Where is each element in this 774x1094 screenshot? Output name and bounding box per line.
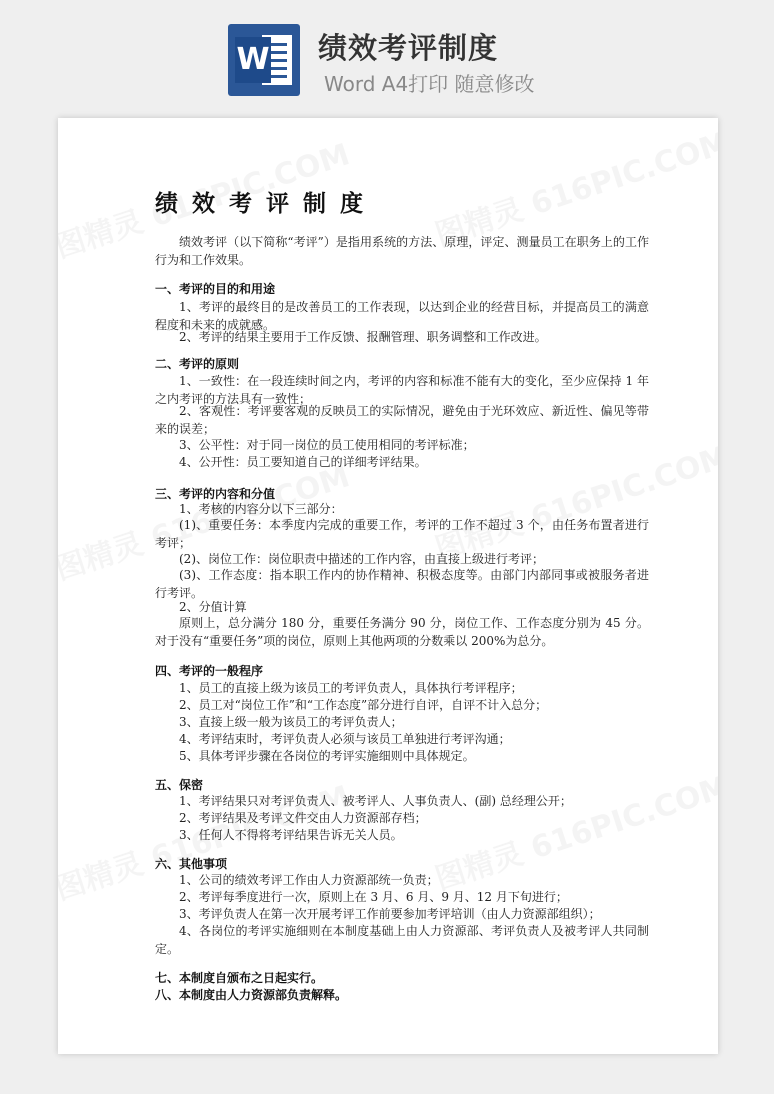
section-4-item-5: 5、具体考评步骤在各岗位的考评实施细则中具体规定。 xyxy=(179,749,475,763)
section-2-item-2: 2、客观性：考评要客观的反映员工的实际情况，避免由于光环效应、新近性、偏见等带来的误差； xyxy=(155,404,649,436)
document-title: 绩效考评制度 xyxy=(155,191,377,217)
section-1-item-1: 1、考评的最终目的是改善员工的工作表现，以达到企业的经营目标，并提高员工的满意程度和未来的成就感。 xyxy=(155,300,649,332)
section-6-heading: 六、其他事项 xyxy=(155,857,228,871)
section-6-item-1: 1、公司的绩效考评工作由人力资源部统一负责； xyxy=(179,873,439,887)
section-4-heading: 四、考评的一般程序 xyxy=(155,664,264,678)
section-5-heading: 五、保密 xyxy=(155,778,204,792)
section-1-item-2: 2、考评的结果主要用于工作反馈、报酬管理、职务调整和工作改进。 xyxy=(179,330,547,344)
section-5-item-2: 2、考评结果及考评文件交由人力资源部存档； xyxy=(179,811,427,825)
section-6-item-2: 2、考评每季度进行一次，原则上在 3 月、6 月、9 月、12 月下旬进行； xyxy=(179,890,568,904)
section-2-heading: 二、考评的原则 xyxy=(155,357,240,371)
section-4-item-3: 3、直接上级一般为该员工的考评负责人； xyxy=(179,715,403,729)
section-3-item-6: 原则上，总分满分 180 分，重要任务满分 90 分，岗位工作、工作态度分别为 45 分。对于没有“重要任务”项的岗位，原则上其他两项的分数乘以 200%为总分。 xyxy=(155,616,649,648)
section-3-item-2: (1)、重要任务：本季度内完成的重要工作，考评的工作不超过 3 个，由任务布置者进行考评； xyxy=(155,518,649,550)
section-8-heading: 八、本制度由人力资源部负责解释。 xyxy=(155,988,348,1002)
section-1-heading: 一、考评的目的和用途 xyxy=(155,282,276,296)
section-3-item-5: 2、分值计算 xyxy=(179,600,247,614)
intro-paragraph: 绩效考评（以下简称“考评”）是指用系统的方法、原理，评定、测量员工在职务上的工作行为和工作效果。 xyxy=(155,235,649,267)
top-banner xyxy=(0,0,774,112)
banner-title: 绩效考评制度 xyxy=(318,31,499,65)
word-icon-letter: W xyxy=(235,37,271,83)
section-2-item-4: 4、公开性：员工要知道自己的详细考评结果。 xyxy=(179,455,427,469)
section-3-item-4: (3)、工作态度：指本职工作内的协作精神、积极态度等。由部门内部同事或被服务者进行考评。 xyxy=(155,568,649,600)
section-4-item-4: 4、考评结束时，考评负责人必须与该员工单独进行考评沟通； xyxy=(179,732,511,746)
section-5-item-3: 3、任何人不得将考评结果告诉无关人员。 xyxy=(179,828,403,842)
section-4-item-1: 1、员工的直接上级为该员工的考评负责人，具体执行考评程序； xyxy=(179,681,523,695)
section-4-item-2: 2、员工对“岗位工作”和“工作态度”部分进行自评，自评不计入总分； xyxy=(179,698,548,712)
section-7-heading: 七、本制度自颁布之日起实行。 xyxy=(155,971,324,985)
banner-subtitle: Word A4打印 随意修改 xyxy=(324,72,535,96)
section-5-item-1: 1、考评结果只对考评负责人、被考评人、人事负责人、(副) 总经理公开； xyxy=(179,794,572,808)
section-2-item-3: 3、公平性：对于同一岗位的员工使用相同的考评标准； xyxy=(179,438,475,452)
section-3-heading: 三、考评的内容和分值 xyxy=(155,487,276,501)
word-icon xyxy=(228,24,300,96)
section-3-item-3: (2)、岗位工作：岗位职责中描述的工作内容，由直接上级进行考评； xyxy=(179,552,545,566)
section-3-item-1: 1、考核的内容分以下三部分： xyxy=(179,502,343,516)
section-2-item-1: 1、一致性：在一段连续时间之内，考评的内容和标准不能有大的变化，至少应保持 1 年之内考评的方法具有一致性； xyxy=(155,374,649,406)
section-6-item-3: 3、考评负责人在第一次开展考评工作前要参加考评培训（由人力资源部组织）； xyxy=(179,907,601,921)
section-6-item-4: 4、各岗位的考评实施细则在本制度基础上由人力资源部、考评负责人及被考评人共同制定。 xyxy=(155,924,649,956)
